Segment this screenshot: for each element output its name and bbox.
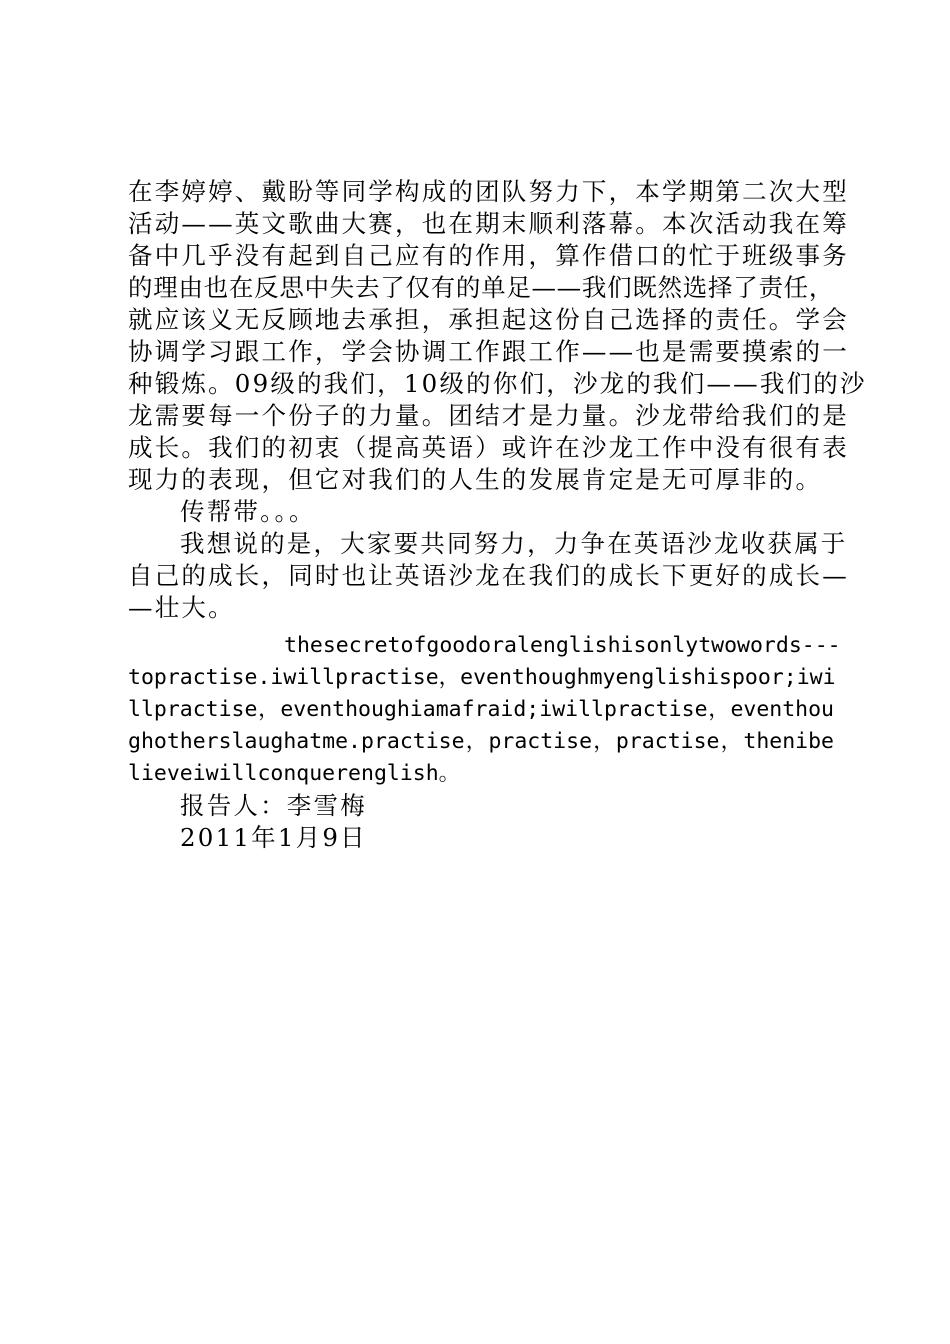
english-line-1: thesecretofgoodoralenglishisonlytwowords--- (284, 633, 841, 658)
english-line-3: llpractise，eventhoughiamafraid;iwillpractise，eventhou (128, 697, 834, 722)
paragraph1-line-5: 就应该义无反顾地去承担，承担起这份自己选择的责任。学会 (128, 305, 849, 334)
paragraph1-line-8: 龙需要每一个份子的力量。团结才是力量。沙龙带给我们的是 (128, 401, 849, 430)
english-line-4: ghotherslaughatme.practise，practise，practise，thenibe (128, 729, 834, 754)
reporter-line: 报告人：李雪梅 (180, 791, 367, 820)
paragraph1-line-10: 现力的表现，但它对我们的人生的发展肯定是无可厚非的。 (128, 465, 823, 494)
paragraph1-line-2: 活动——英文歌曲大赛，也在期末顺利落幕。本次活动我在筹 (128, 209, 849, 238)
english-line-2: topractise.iwillpractise，eventhoughmyenglishispoor;iwi (128, 665, 836, 690)
paragraph1-line-1: 在李婷婷、戴盼等同学构成的团队努力下，本学期第二次大型 (128, 177, 849, 206)
paragraph1-line-3: 备中几乎没有起到自己应有的作用，算作借口的忙于班级事务 (128, 241, 849, 270)
paragraph1-line-7: 种锻炼。09级的我们，10级的你们，沙龙的我们——我们的沙 (128, 369, 867, 398)
transition-line: 传帮带。。。 (180, 497, 316, 526)
paragraph2-line-1: 我想说的是，大家要共同努力，力争在英语沙龙收获属于 (180, 529, 848, 558)
english-line-5: lieveiwillconquerenglish。 (128, 761, 461, 786)
paragraph2-line-3: —壮大。 (128, 593, 235, 622)
paragraph2-line-2: 自己的成长，同时也让英语沙龙在我们的成长下更好的成长— (128, 561, 849, 590)
paragraph1-line-9: 成长。我们的初衷（提高英语）或许在沙龙工作中没有很有表 (128, 433, 849, 462)
paragraph1-line-6: 协调学习跟工作，学会协调工作跟工作——也是需要摸索的一 (128, 337, 849, 366)
date-line: 2011年1月9日 (180, 823, 367, 852)
paragraph1-line-4: 的理由也在反思中失去了仅有的单足——我们既然选择了责任， (128, 273, 834, 302)
